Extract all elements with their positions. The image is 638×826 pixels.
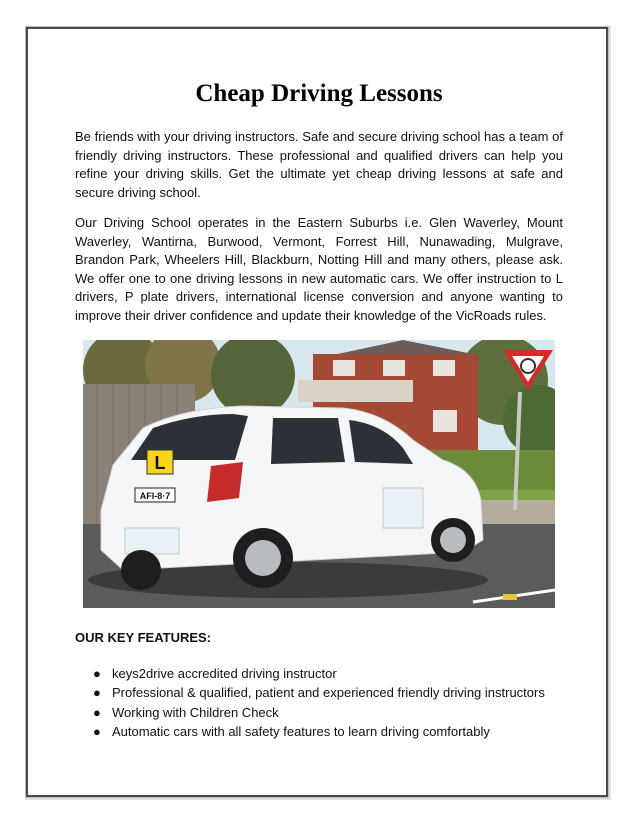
feature-text: Professional & qualified, patient and experienced friendly driving instructors bbox=[112, 685, 545, 701]
features-list bbox=[75, 664, 545, 742]
page-title: Cheap Driving Lessons bbox=[195, 80, 443, 107]
list-item bbox=[75, 664, 545, 683]
intro-paragraph: Be friends with your driving instructors. Safe and secure driving school has a team of friendly driving instructors. These professional and qualified drivers can help you refine your driving skills. Get the ultimate yet cheap driving lessons at safe and secure driving school. bbox=[75, 129, 563, 200]
driving-school-car-photo bbox=[83, 340, 555, 608]
number-plate bbox=[135, 488, 175, 502]
list-item bbox=[75, 703, 545, 722]
feature-text: Working with Children Check bbox=[112, 704, 279, 720]
bullet-icon: ● bbox=[93, 685, 101, 701]
bullet-icon: ● bbox=[93, 666, 101, 681]
number-plate-text: AFI-8·7 bbox=[139, 491, 171, 501]
l-plate bbox=[147, 450, 173, 474]
rear-door-sign bbox=[125, 528, 179, 554]
l-plate-letter: L bbox=[154, 453, 166, 473]
feature-text: keys2drive accredited driving instructor bbox=[112, 666, 337, 681]
side-door-sign bbox=[383, 488, 423, 528]
bullet-icon: ● bbox=[93, 724, 101, 740]
service-area-paragraph: Our Driving School operates in the Eastern Suburbs i.e. Glen Waverley, Mount Waverley, Wantirna, Burwood, Vermont, Forrest Hill, Nunawading, Mulgrave, Brandon Park, Wheelers Hill, Blackburn, Notting Hill and many others, please ask. We offer one to one driving lessons in new automatic cars. We offer instruction to L drivers, P plate drivers, international license conversion and anyone wanting to improve their driver confidence and update their knowledge of the VicRoads rules. bbox=[75, 215, 563, 323]
feature-text: Automatic cars with all safety features to learn driving comfortably bbox=[112, 724, 490, 740]
list-item bbox=[75, 722, 545, 741]
bullet-icon: ● bbox=[93, 704, 101, 720]
list-item bbox=[75, 683, 545, 702]
features-heading: OUR KEY FEATURES: bbox=[75, 630, 212, 645]
